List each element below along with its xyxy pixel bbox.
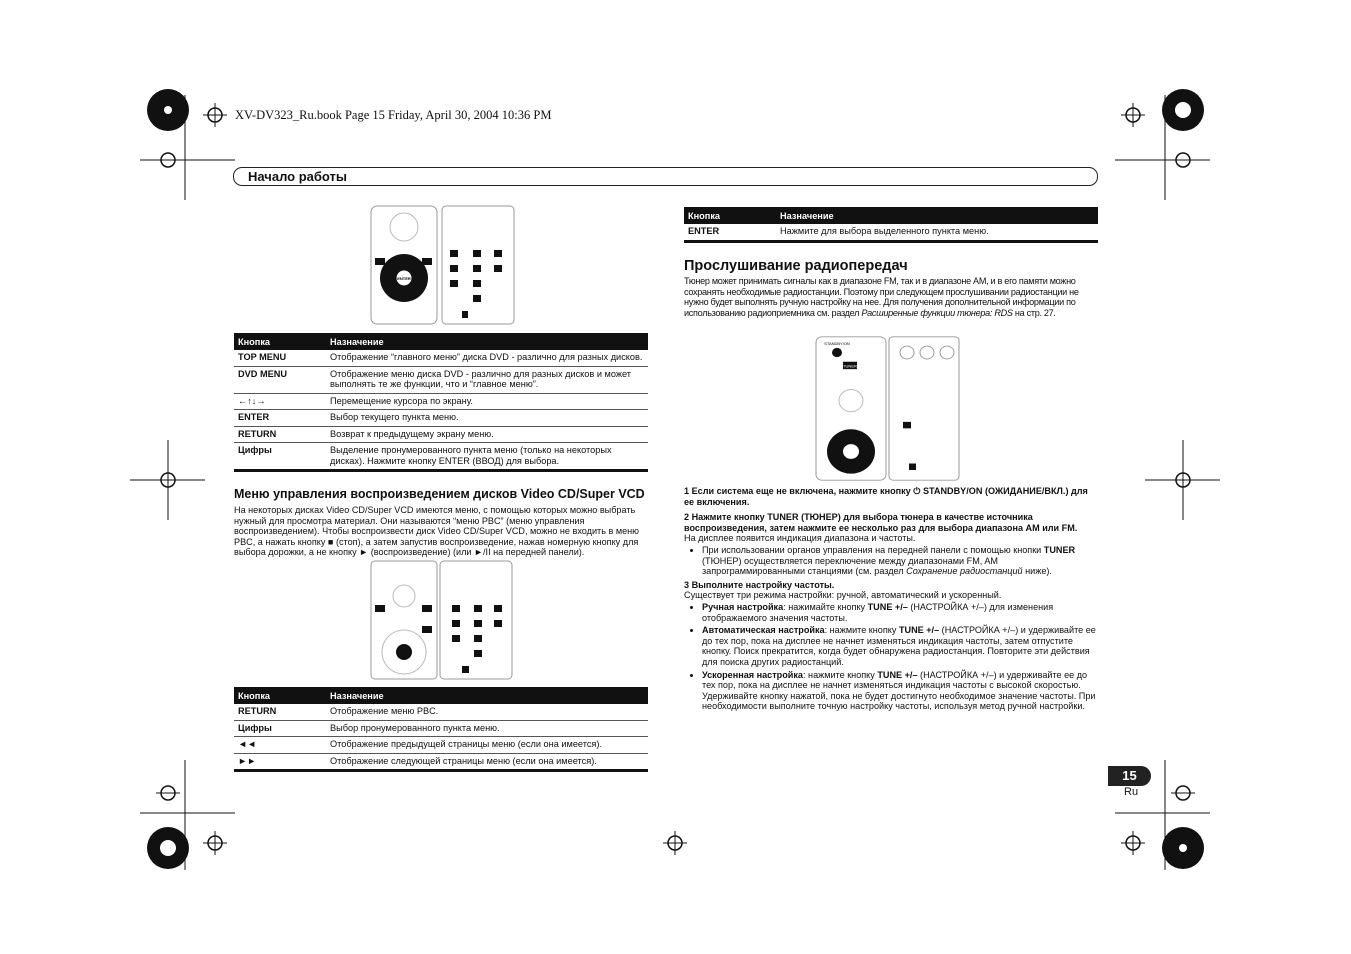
table-row: RETURN Возврат к предыдущему экрану меню. — [234, 426, 648, 443]
table-row: Цифры Выбор пронумерованного пункта меню. — [234, 720, 648, 737]
buttons-table-vcd: Кнопка Назначение RETURN Отображение меню PBC. Цифры Выбор пронумерованного пункта меню. ◄◄ Отображение предыдущей страницы меню (если она имеется). ►► Отображение следующей страницы меню (если она имеется). — [234, 687, 648, 772]
mode-auto: • Автоматическая настройка: нажмите кнопку TUNE +/– (НАСТРОЙКА +/–) и удерживайте ее до тех пор, пока на дисплее не начнет изменяться индикация частоты, затем отпустите кнопку. Поиск прекратится, когда будет обнаружена радиостанция. Повторите эти действия для поиска других радиостанций. — [702, 625, 1098, 667]
svg-text:TUNER: TUNER — [843, 364, 857, 369]
table-row: TOP MENU Отображение “главного меню” диска DVD - различно для разных дисков. — [234, 350, 648, 366]
step-2-text: На дисплее появится индикация диапазона и частоты. — [684, 533, 916, 544]
remote-illustration-dvd-menu — [370, 205, 516, 325]
vcd-text: На некоторых дисках Video CD/Super VCD имеются меню, с помощью которых можно выбрать нужный для просмотра материал. Они называются “меню PBC” (меню управления воспроизведением). Чтобы воспроизвести диск Video CD/Super VCD, можно не входить в меню PBC, а нажать кнопку ■ (стоп), а затем запустив воспроизведение, нажав номерную кнопку для выбора дорожки, а не кнопку ► (воспроизведение) (или ►/II на передней панели). — [234, 505, 639, 558]
table-row: ►► Отображение следующей страницы меню (если она имеется). — [234, 753, 648, 771]
remote-illustration-tuner — [815, 334, 961, 482]
svg-text:STANDBY/ON: STANDBY/ON — [824, 342, 850, 347]
language-code: Ru — [1124, 786, 1139, 798]
step-2-bullet: • При использовании органов управления на передней панели с помощью кнопки TUNER (ТЮНЕР) осуществляется переключение между диапазонами FM, AM запрограммированными станциями (см. раздел Сохранение радиостанций ниже). — [702, 545, 1098, 577]
buttons-table-dvd: Кнопка Назначение TOP MENU Отображение “главного меню” диска DVD - различно для разных дисков. DVD MENU Отображение меню диска DVD - различно для разных дисков и может выполнять те же функции, что и “главное меню”. ←↑↓→ Перемещение курсора по экрану. ENTER Выбор текущего пункта меню. RETURN Возврат к предыдущему экрану меню. Цифры Выделение пронумерованного пункта меню (только на некоторых дисках). Нажмите кнопку ENTER (ВВОД) для выбора. — [234, 333, 648, 472]
remote-illustration-vcd — [370, 560, 513, 680]
table-row: ◄◄ Отображение предыдущей страницы меню (если она имеется). — [234, 737, 648, 754]
radio-steps — [684, 486, 1098, 714]
table-row: DVD MENU Отображение меню диска DVD - различно для разных дисков и может выполнять те же функции, что и “главное меню”. — [234, 366, 648, 393]
section-header-bar — [233, 167, 1098, 186]
radio-intro: Тюнер может принимать сигналы как в диапазоне FM, так и в диапазоне AM, и в его памяти можно сохранять необходимые радиостанции. Поэтому при следующем прослушивании радиостанции не нужно будет выполнять ручную настройку на нее. Для получения дополнительной информации по использованию радиоприемника см. раздел Расширенные функции тюнера: RDS на стр. 27. — [684, 276, 1079, 318]
section-title: Начало работы — [248, 169, 347, 184]
table-row: ←↑↓→ Перемещение курсора по экрану. — [234, 393, 648, 410]
vcd-heading: Меню управления воспроизведением дисков Video CD/Super VCD — [234, 487, 645, 501]
page-number: 15 — [1108, 766, 1151, 786]
step-3-text: Существует три режима настройки: ручной, автоматический и ускоренный. — [684, 590, 1002, 601]
radio-heading: Прослушивание радиопередач — [684, 258, 908, 274]
table-row: ENTER Выбор текущего пункта меню. — [234, 410, 648, 427]
table-row: RETURN Отображение меню PBC. — [234, 704, 648, 720]
table-row: ENTER Нажмите для выбора выделенного пункта меню. — [684, 224, 1098, 241]
step-3: 3 Выполните настройку частоты. — [684, 579, 835, 590]
book-info-line: XV-DV323_Ru.book Page 15 Friday, April 30, 2004 10:36 PM — [235, 108, 552, 122]
enter-label: ENTER — [397, 276, 411, 281]
mode-manual: • Ручная настройка: нажимайте кнопку TUNE +/– (НАСТРОЙКА +/–) для изменения отображаемого значения частоты. — [702, 602, 1098, 623]
buttons-table-enter: Кнопка Назначение ENTER Нажмите для выбора выделенного пункта меню. — [684, 207, 1098, 243]
step-2: 2 Нажмите кнопку TUNER (ТЮНЕР) для выбора тюнера в качестве источника воспроизведения, затем нажмите ее несколько раз для выбора диапазона AM или FM. — [684, 512, 1078, 533]
mode-fast: • Ускоренная настройка: нажмите кнопку TUNE +/– (НАСТРОЙКА +/–) и удерживайте ее до тех пор, пока на дисплее не начнет изменяться индикация частоты с высокой скоростью. Удерживайте кнопку нажатой, пока не будет достигнуто необходимое значение частоты. При необходимости выполните точную настройку частоты, используя метод ручной настройки. — [702, 670, 1098, 712]
table-row: Цифры Выделение пронумерованного пункта меню (только на некоторых дисках). Нажмите кнопку ENTER (ВВОД) для выбора. — [234, 443, 648, 471]
step-1: 1 Если система еще не включена, нажмите кнопку ⏻ STANDBY/ON (ОЖИДАНИЕ/ВКЛ.) для ее включения. — [684, 486, 1088, 507]
